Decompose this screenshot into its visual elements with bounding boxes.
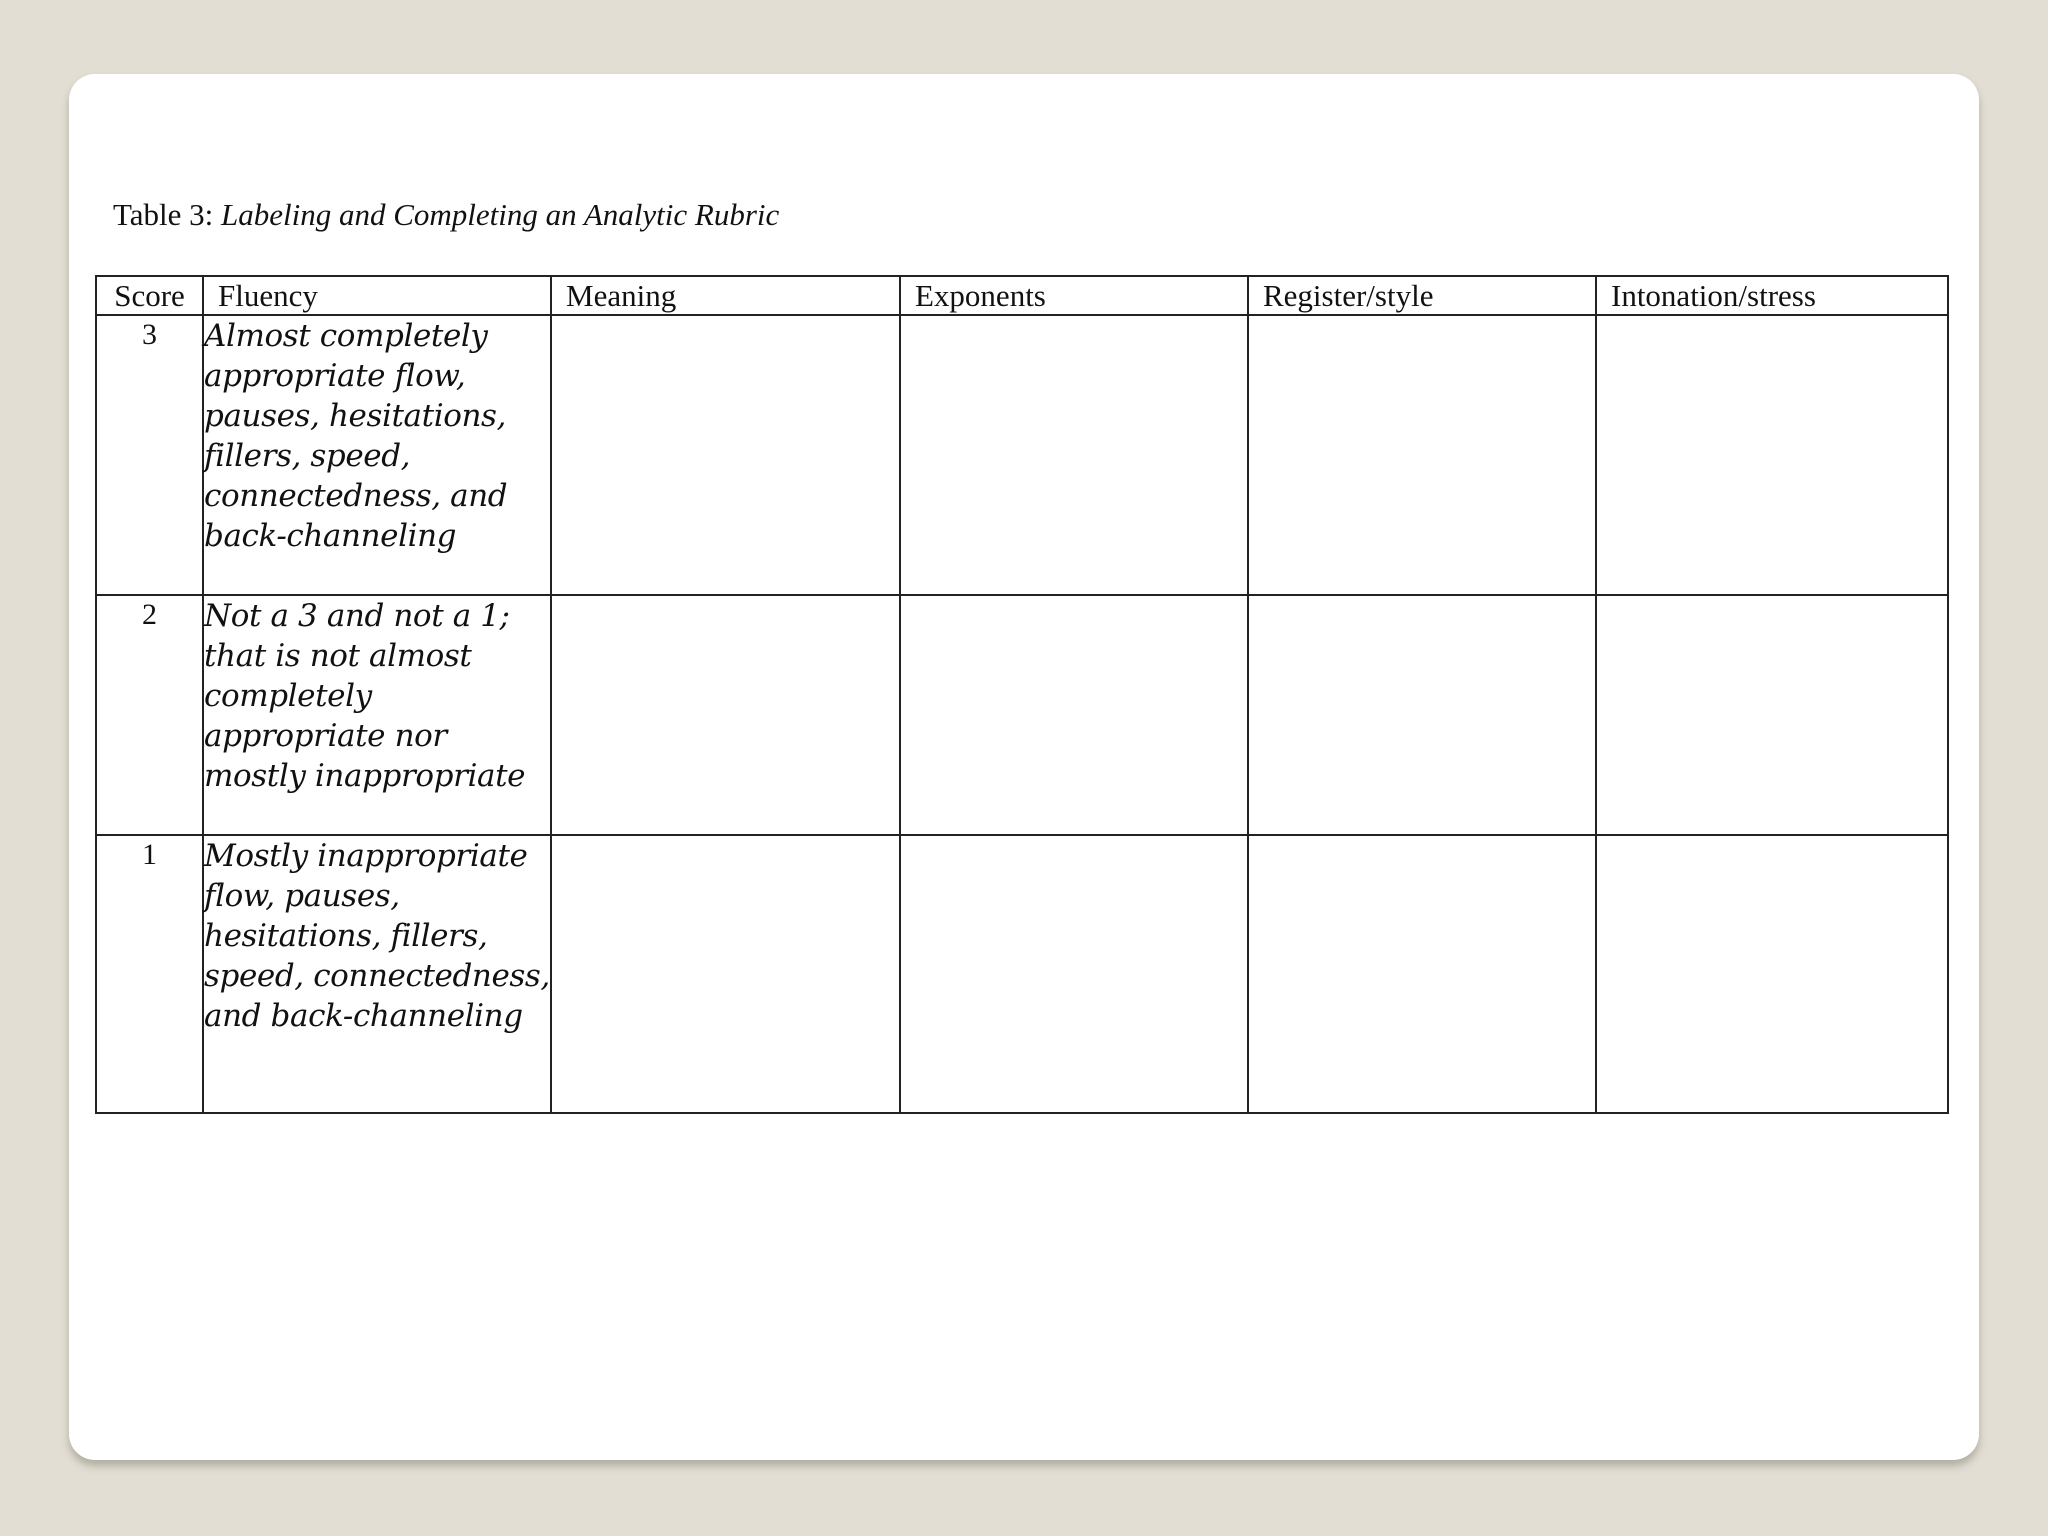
- header-fluency: Fluency: [203, 276, 551, 315]
- intonation-stress-cell: [1596, 595, 1948, 835]
- table-caption: [113, 197, 779, 233]
- score-cell: 1: [96, 835, 203, 1113]
- caption-prefix: Table 3:: [113, 197, 222, 232]
- exponents-cell: [900, 595, 1248, 835]
- score-cell: 3: [96, 315, 203, 595]
- table-row: [96, 835, 1948, 1113]
- register-style-cell: [1248, 315, 1596, 595]
- score-cell: 2: [96, 595, 203, 835]
- table-row: [96, 595, 1948, 835]
- meaning-cell: [551, 595, 900, 835]
- exponents-cell: [900, 315, 1248, 595]
- fluency-cell: Not a 3 and not a 1; that is not almost completely appropriate nor mostly inappropriate: [203, 595, 551, 835]
- meaning-cell: [551, 835, 900, 1113]
- caption-title: Labeling and Completing an Analytic Rubric: [221, 197, 780, 232]
- register-style-cell: [1248, 595, 1596, 835]
- intonation-stress-cell: [1596, 315, 1948, 595]
- exponents-cell: [900, 835, 1248, 1113]
- table-header-row: [96, 276, 1948, 315]
- header-register-style: Register/style: [1248, 276, 1596, 315]
- table-row: [96, 315, 1948, 595]
- meaning-cell: [551, 315, 900, 595]
- header-score: Score: [96, 276, 203, 315]
- header-exponents: Exponents: [900, 276, 1248, 315]
- register-style-cell: [1248, 835, 1596, 1113]
- intonation-stress-cell: [1596, 835, 1948, 1113]
- fluency-cell: Mostly inappropriate flow, pauses, hesitations, fillers, speed, connectedness, and back-channeling: [203, 835, 551, 1113]
- header-meaning: Meaning: [551, 276, 900, 315]
- fluency-cell: Almost completely appropriate flow, pauses, hesitations, fillers, speed, connectedness, and back-channeling: [203, 315, 551, 595]
- header-intonation-stress: Intonation/stress: [1596, 276, 1948, 315]
- rubric-table: [95, 275, 1949, 1114]
